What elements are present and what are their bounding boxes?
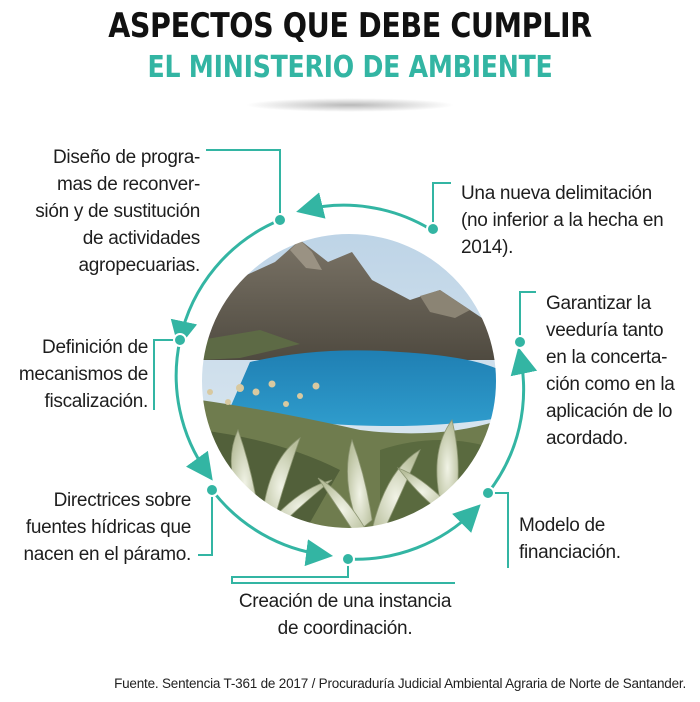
- node-programas: [274, 214, 286, 226]
- label-coordinacion: Creación de una instancia de coordinación.: [238, 591, 452, 639]
- node-financiacion: [482, 487, 494, 499]
- label-directrices: Directrices sobre fuentes hídricas que nacen en el páramo.: [23, 490, 191, 565]
- label-financiacion: Modelo de financiación.: [519, 515, 621, 563]
- label-fiscalizacion: Definición de mecanismos de fiscalización.: [18, 337, 148, 412]
- title-line-1: ASPECTOS QUE DEBE CUMPLIR: [108, 6, 592, 46]
- label-delimitacion: Una nueva delimitación (no inferior a la hecha en 2014).: [461, 183, 664, 258]
- label-programas: Diseño de progra- mas de reconver- sión y de sustitución de actividades agropecuarias.: [35, 147, 200, 276]
- source-note: Fuente. Sentencia T-361 de 2017 / Procuraduría Judicial Ambiental Agraria de Norte de Santander.: [114, 676, 686, 691]
- node-coordinacion: [342, 553, 354, 565]
- node-delimitacion: [427, 223, 439, 235]
- node-veeduria: [514, 336, 526, 348]
- node-fiscalizacion: [174, 334, 186, 346]
- label-veeduria: Garantizar la veeduría tanto en la concerta- ción como en la aplicación de lo acordado.: [546, 293, 675, 449]
- title-line-2: EL MINISTERIO DE AMBIENTE: [147, 50, 553, 85]
- node-directrices: [206, 484, 218, 496]
- arrow-1: [304, 205, 430, 229]
- paramo-photo: [190, 220, 510, 540]
